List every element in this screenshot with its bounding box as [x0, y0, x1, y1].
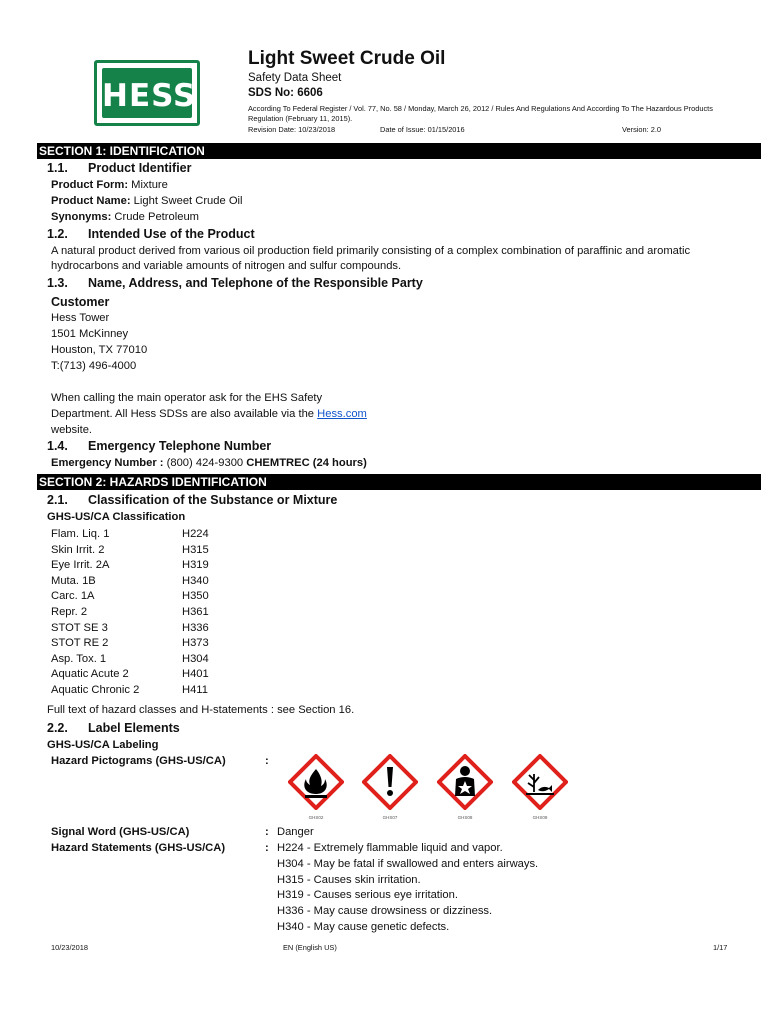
subsection-title: Label Elements: [88, 721, 180, 735]
classification-code: H224: [182, 528, 209, 540]
classification-class: STOT SE 3: [51, 621, 108, 634]
subsection-number: 2.1.: [47, 493, 68, 507]
product-name-label: Product Name:: [51, 195, 131, 207]
product-name-row: [51, 195, 243, 207]
document-title: Light Sweet Crude Oil: [248, 48, 446, 69]
synonyms-value: Crude Petroleum: [111, 211, 199, 223]
customer-label: Customer: [51, 295, 110, 309]
classification-class: Carc. 1A: [51, 590, 95, 603]
product-form-label: Product Form:: [51, 179, 129, 191]
classification-class: STOT RE 2: [51, 637, 109, 650]
subsection-number: 1.3.: [47, 276, 68, 290]
address-line-2: 1501 McKinney: [51, 328, 129, 340]
classification-code: H350: [182, 590, 209, 603]
address-line-1: Hess Tower: [51, 312, 110, 324]
classification-class: Skin Irrit. 2: [51, 543, 105, 556]
subsection-2-2: [47, 721, 180, 735]
subsection-number: 1.1.: [47, 161, 68, 175]
classification-class: Muta. 1B: [51, 574, 96, 587]
synonyms-row: [51, 211, 199, 223]
subsection-title: Intended Use of the Product: [88, 227, 255, 241]
version: Version: 2.0: [622, 125, 662, 134]
revision-date: Revision Date: 10/23/2018: [248, 125, 336, 134]
classification-class: Eye Irrit. 2A: [51, 559, 110, 572]
pictograms-colon: :: [265, 755, 269, 767]
subsection-number: 1.2.: [47, 227, 68, 241]
section-1-heading: SECTION 1: IDENTIFICATION: [37, 143, 761, 159]
issue-date: Date of Issue: 01/15/2016: [380, 125, 465, 134]
sds-number: SDS No: 6606: [248, 87, 323, 99]
subsection-1-3: [47, 276, 423, 290]
classification-code: H411: [182, 684, 208, 696]
synonyms-label: Synonyms:: [51, 211, 112, 223]
logo-text: HESS: [102, 78, 197, 114]
emergency-label: Emergency Number :: [51, 457, 164, 469]
classification-code: H315: [182, 543, 209, 556]
hess-logo: [94, 60, 200, 126]
subsection-1-4: [47, 439, 271, 453]
pictogram-code: GHS07: [382, 815, 398, 820]
subsection-1-2: [47, 227, 255, 241]
signal-word-colon: :: [265, 826, 269, 838]
environment-pictogram-icon: [512, 754, 568, 810]
pictogram-code: GHS02: [308, 815, 324, 820]
footer-language: EN (English US): [283, 943, 337, 952]
hazard-statement: H319 - Causes serious eye irritation.: [277, 889, 458, 902]
document-subtitle: Safety Data Sheet: [248, 72, 342, 84]
product-name-value: Light Sweet Crude Oil: [130, 195, 243, 207]
hazard-statement: H224 - Extremely flammable liquid and vapor.: [277, 842, 503, 854]
hazard-statements-colon: :: [265, 842, 269, 854]
subsection-title: Classification of the Substance or Mixture: [88, 493, 338, 507]
product-form-value: Mixture: [128, 179, 168, 191]
footer-page: 1/17: [713, 943, 728, 952]
pictograms-label: Hazard Pictograms (GHS-US/CA): [51, 755, 226, 767]
intended-use-line-2: hydrocarbons and variable amounts of nitrogen and sulfur compounds.: [51, 260, 402, 272]
emergency-row: [51, 457, 367, 469]
subsection-number: 2.2.: [47, 721, 68, 735]
section-2-heading: SECTION 2: HAZARDS IDENTIFICATION: [37, 474, 761, 490]
subsection-number: 1.4.: [47, 439, 68, 453]
hazard-statement: H340 - May cause genetic defects.: [277, 921, 450, 933]
hess-com-link[interactable]: Hess.com: [317, 408, 367, 420]
classification-code: H361: [182, 606, 209, 618]
subsection-2-1: [47, 493, 337, 507]
call-note-text: Department. All Hess SDSs are also available via the: [51, 408, 318, 420]
intended-use-line-1: A natural product derived from various oil production field primarily consisting of a complex combination of paraffinic and aromatic: [51, 245, 691, 257]
hazard-statement: H304 - May be fatal if swallowed and enters airways.: [277, 857, 539, 870]
phone-line: T:(713) 496-4000: [51, 360, 137, 372]
hazard-statement: H315 - Causes skin irritation.: [277, 873, 421, 886]
subsection-title: Name, Address, and Telephone of the Responsible Party: [88, 276, 423, 290]
hazard-statement: H336 - May cause drowsiness or dizziness.: [277, 905, 493, 918]
classification-class: Repr. 2: [51, 606, 88, 618]
product-form-row: [51, 179, 168, 191]
call-note-line-2: [51, 408, 367, 420]
call-note-line-3: website.: [51, 424, 93, 436]
signal-word-label: Signal Word (GHS-US/CA): [51, 826, 190, 838]
health-hazard-pictogram-icon: [437, 754, 493, 810]
regulation-note: According To Federal Register / Vol. 77, No. 58 / Monday, March 26, 2012 / Rules And Regulations And According To The Hazardous Products Regulation (February 11, 2015).: [248, 104, 713, 123]
call-note-line-1: When calling the main operator ask for the EHS Safety: [51, 392, 323, 404]
footer-date: 10/23/2018: [51, 943, 88, 952]
signal-word-value: Danger: [277, 826, 314, 838]
classification-code: H340: [182, 574, 209, 587]
pictogram-code: GHS08: [457, 815, 473, 820]
exclamation-pictogram-icon: [362, 754, 418, 810]
subsection-title: Emergency Telephone Number: [88, 439, 272, 453]
classification-class: Aquatic Chronic 2: [51, 684, 140, 696]
classification-code: H319: [182, 559, 209, 572]
classification-code: H401: [182, 668, 209, 681]
emergency-suffix: CHEMTREC (24 hours): [246, 457, 367, 469]
classification-label: GHS-US/CA Classification: [47, 511, 186, 523]
address-line-3: Houston, TX 77010: [51, 344, 148, 356]
subsection-title: Product Identifier: [88, 161, 192, 175]
classification-class: Aquatic Acute 2: [51, 668, 129, 681]
classification-code: H304: [182, 652, 209, 665]
hazard-statements-label: Hazard Statements (GHS-US/CA): [51, 842, 226, 854]
classification-code: H336: [182, 621, 209, 634]
classification-code: H373: [182, 637, 209, 650]
pictogram-code: GHS09: [532, 815, 548, 820]
flame-pictogram-icon: [288, 754, 344, 810]
classification-class: Flam. Liq. 1: [51, 528, 110, 540]
classification-class: Asp. Tox. 1: [51, 652, 107, 665]
emergency-number: (800) 424-9300: [163, 457, 247, 469]
full-text-note: Full text of hazard classes and H-statements : see Section 16.: [47, 704, 355, 716]
subsection-1-1: [47, 161, 191, 175]
labeling-label: GHS-US/CA Labeling: [47, 739, 159, 751]
